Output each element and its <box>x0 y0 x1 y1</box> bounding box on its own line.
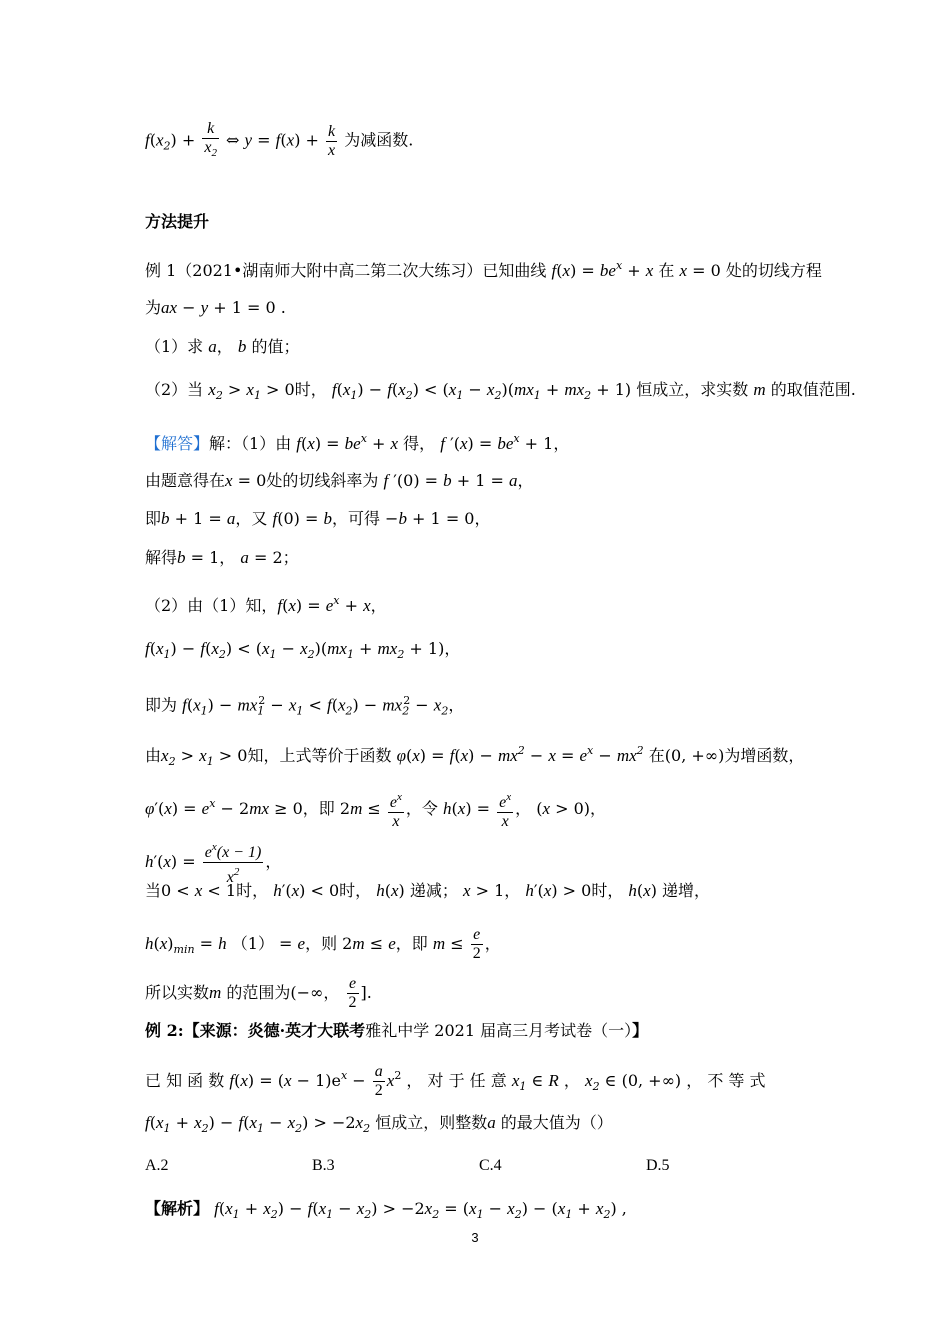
analysis-tag: 【解析】 <box>145 1199 210 1218</box>
top-line: $f(x_2)$ + $\frac{k}{x_2}$ ⇔ y = f(x) + $\frac{k}{x}$ 为减函数. <box>145 120 413 162</box>
solution-line1: 【解答】解：（1）由 $f(x) = be^x + x$ 得， f $'(x) = be^x + 1$， <box>145 432 570 453</box>
solution-line13: 所以实数m 的范围为(−∞， $\frac{e}{2}$ ]. <box>145 975 372 1011</box>
example2-line1: 已 知 函 数 $f(x) = (x - 1)e^x$ − $\frac{a}{2}$ $x^2$ ， 对 于 任 意 $x_1$ ∈ R ， $x_2$ ∈ (0, +∞) ， 不 等 式 <box>145 1063 766 1099</box>
option-b: B.3 <box>312 1157 335 1174</box>
example1-q1: （1）求 a， b 的值； <box>145 337 300 356</box>
example1-line2: 为ax − y + 1 = 0 . <box>145 298 286 317</box>
solution-line9: $\varphi'(x) = e^x - 2mx \ge 0$，即 2m ≤ $\frac{e^x}{x}$ ，令 h(x) = $\frac{e^x}{x}$ ， (x > 0)， <box>145 791 607 830</box>
solution-line6: $f(x_1) - f(x_2) < (x_1 - x_2)(mx_1 + mx_2 + 1)$， <box>145 639 461 661</box>
option-a: A.2 <box>145 1157 169 1174</box>
solution-line3: 即b + 1 = a，又 f(0) = b，可得 −b + 1 = 0， <box>145 509 491 528</box>
example2-line2: $f(x_1 + x_2) - f(x_1 - x_2) > -2x_2$ 恒成立，则整数a 的最大值为（） <box>145 1113 613 1135</box>
solution-line12: $h(x)_{min} = h$ （1） = e，则 2m ≤ e，即 m ≤ $\frac{e}{2}$ ， <box>145 926 501 962</box>
option-c: C.4 <box>479 1157 502 1174</box>
example1-title: 例 1（2021•湖南师大附中高二第二次大练习）已知曲线 $f(x) = be^x + x$ 在 x = 0 处的切线方程 <box>145 259 822 280</box>
solution-line5: （2）由（1）知，$f(x) = e^x + x$， <box>145 594 387 615</box>
page-number: 3 <box>471 1230 479 1245</box>
solution-line11: 当0 < x < 1时， h′(x) < 0时， h(x) 递减； x > 1， h′(x) > 0时， h(x) 递增， <box>145 881 711 900</box>
example2-title: 例 2:【来源：炎德·英才大联考雅礼中学 2021 届高三月考试卷（一）】 <box>145 1021 649 1040</box>
solution-line8: 由$x_2 > x_1 > 0$知，上式等价于函数 $\varphi(x) = f(x) - mx^2 - x = e^x - mx^2$ 在(0, +∞)为增函数， <box>145 744 805 768</box>
method-heading: 方法提升 <box>145 212 210 231</box>
top-line-tail: 为减函数. <box>344 130 414 150</box>
solution-line4: 解得b = 1， a = 2； <box>145 548 299 567</box>
solution-tag: 【解答】 <box>145 434 210 453</box>
analysis-line: 【解析】 $f(x_1 + x_2) - f(x_1 - x_2) > -2x_2 = (x_1 - x_2) - (x_1 + x_2)$ , <box>145 1199 627 1221</box>
solution-line2: 由题意得在x = 0处的切线斜率为 f ′(0) = b + 1 = a， <box>145 471 534 490</box>
solution-line10: h′(x) = $\frac{e^x(x - 1)}{x^2}$ ， <box>145 841 282 886</box>
example1-q2: （2）当 $x_2 > x_1 > 0$时， $f(x_1) - f(x_2) < (x_1 - x_2)(mx_1 + mx_2 + 1)$ 恒成立，求实数 m 的取值范围. <box>145 380 856 402</box>
option-d: D.5 <box>646 1157 670 1174</box>
solution-line7: 即为 $f(x_1) - mx_1^2 - x_1 < f(x_2) - mx_2^2 - x_2$， <box>145 694 465 718</box>
